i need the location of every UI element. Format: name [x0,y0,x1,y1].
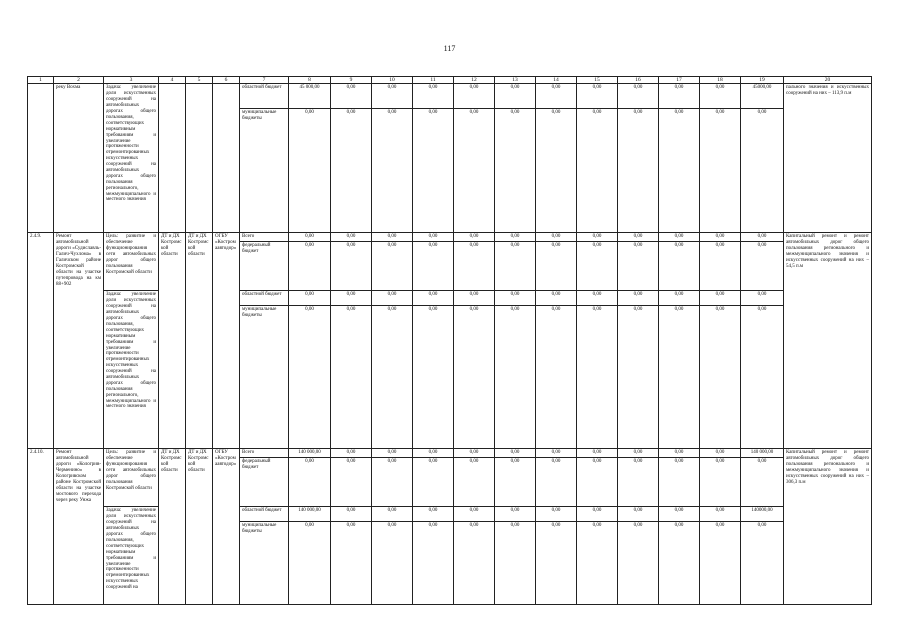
amount-cell: 0,00 [454,109,495,233]
column-number: 13 [495,77,536,84]
amount-cell: 0,00 [372,458,413,507]
funding-source: областной бюджет [240,84,289,109]
column-number: 16 [618,77,659,84]
participant [213,84,240,233]
table-row [28,84,872,109]
amount-cell: 0,00 [700,507,741,522]
measure-name: реку Вохма [54,84,104,233]
amount-cell: 0,00 [536,306,577,449]
task-text: Задача: увеличение доли искусственных сооружений на автомобильных дорогах общего пользования, соответствующих нормативным требованиям и увеличение протяженности отремонтированных искусственных сооружений на автомобильных дорогах общего пользования регионального, межмуниципального и местного значения [104,291,159,449]
amount-cell: 45 000,00 [289,84,331,109]
funding-source: областной бюджет [240,507,289,522]
amount-cell: 0,00 [413,109,454,233]
goal-task-text: Задача: увеличение доли искусственных сооружений на автомобильных дорогах общего пользования, соответствующих нормативным требованиям и увеличение протяженности отремонтированных искусственных сооружений на автомобильных дорогах общего пользования регионального, межмуниципального и местного значения [104,84,159,233]
amount-cell: 0,00 [495,306,536,449]
amount-cell: 0,00 [741,233,784,242]
amount-cell: 0,00 [372,507,413,522]
amount-cell: 0,00 [618,109,659,233]
column-number: 11 [413,77,454,84]
row-code: 2.4.9. [28,233,54,449]
page-number: 117 [443,44,456,53]
amount-cell: 0,00 [454,458,495,507]
column-number: 18 [700,77,741,84]
amount-cell: 0,00 [495,449,536,458]
program-table [27,76,872,605]
amount-cell: 0,00 [741,458,784,507]
amount-cell: 0,00 [289,306,331,449]
amount-cell: 0,00 [413,242,454,291]
amount-cell: 0,00 [331,458,372,507]
amount-cell: 0,00 [331,306,372,449]
amount-cell: 0,00 [372,109,413,233]
funding-source: федеральный бюджет [240,242,289,291]
amount-cell: 0,00 [577,507,618,522]
amount-cell: 0,00 [700,306,741,449]
funding-source: муниципальные бюджеты [240,522,289,605]
participant: ОГБУ «Костромаавтодор» [213,233,240,449]
amount-cell: 0,00 [536,242,577,291]
column-number: 7 [240,77,289,84]
amount-cell: 0,00 [618,522,659,605]
column-number: 17 [659,77,700,84]
column-number: 2 [54,77,104,84]
amount-cell: 0,00 [577,291,618,306]
column-number: 1 [28,77,54,84]
responsible-executor: ДТ и ДХ Костромской области [159,233,186,449]
column-number: 19 [741,77,784,84]
amount-cell: 0,00 [741,306,784,449]
amount-cell: 140 000,00 [289,507,331,522]
amount-cell: 0,00 [495,507,536,522]
amount-cell: 0,00 [495,522,536,605]
amount-cell: 0,00 [372,242,413,291]
amount-cell: 0,00 [700,84,741,109]
amount-cell: 0,00 [413,507,454,522]
row-code: 2.4.10. [28,449,54,605]
amount-cell: 0,00 [659,109,700,233]
amount-cell: 0,00 [495,242,536,291]
amount-cell: 0,00 [577,458,618,507]
amount-cell: 0,00 [372,522,413,605]
amount-cell: 0,00 [536,291,577,306]
amount-cell: 0,00 [454,522,495,605]
amount-cell: 0,00 [495,84,536,109]
amount-cell: 45000,00 [741,84,784,109]
amount-cell: 0,00 [577,449,618,458]
amount-cell: 0,00 [331,449,372,458]
column-number: 12 [454,77,495,84]
amount-cell: 140000,00 [741,507,784,522]
amount-cell: 0,00 [618,507,659,522]
amount-cell: 0,00 [289,242,331,291]
amount-cell: 0,00 [289,522,331,605]
column-number: 3 [104,77,159,84]
amount-cell: 0,00 [741,291,784,306]
amount-cell: 0,00 [741,242,784,291]
row-code [28,84,54,233]
amount-cell: 0,00 [536,458,577,507]
amount-cell: 0,00 [741,109,784,233]
column-number: 6 [213,77,240,84]
amount-cell: 0,00 [577,522,618,605]
goal-text: Цель: развитие и обеспечение функционирования сети автомобильных дорог общего пользования Костромской области [104,233,159,291]
table-row [28,507,872,522]
funding-source: муниципальные бюджеты [240,306,289,449]
column-number: 5 [186,77,213,84]
column-number: 15 [577,77,618,84]
column-number: 14 [536,77,577,84]
funding-source: Всего [240,449,289,458]
amount-cell: 0,00 [454,449,495,458]
funding-source: Всего [240,233,289,242]
amount-cell: 0,00 [413,449,454,458]
measure-name: Ремонт автомобильной дороги «Кологрив-Черменино» в Кологривском районе Костромской области на участке мостового перехода через реку Унжа [54,449,104,605]
amount-cell: 0,00 [372,84,413,109]
amount-cell: 0,00 [413,84,454,109]
table-row [28,291,872,306]
amount-cell: 0,00 [331,109,372,233]
amount-cell: 0,00 [454,306,495,449]
amount-cell: 0,00 [372,291,413,306]
amount-cell: 0,00 [618,84,659,109]
amount-cell: 0,00 [700,109,741,233]
amount-cell: 0,00 [454,233,495,242]
amount-cell: 0,00 [659,291,700,306]
amount-cell: 0,00 [372,449,413,458]
amount-cell: 0,00 [413,233,454,242]
amount-cell: 0,00 [700,458,741,507]
amount-cell: 0,00 [700,233,741,242]
participant: ОГБУ «Костромаавтодор» [213,449,240,605]
amount-cell: 0,00 [454,84,495,109]
amount-cell: 0,00 [289,291,331,306]
amount-cell: 0,00 [618,458,659,507]
goal-text: Цель: развитие и обеспечение функционирования сети автомобильных дорог общего пользования Костромской области [104,449,159,507]
column-number: 10 [372,77,413,84]
amount-cell: 140 000,00 [741,449,784,458]
amount-cell: 0,00 [372,233,413,242]
task-text: Задача: увеличение доли искусственных сооружений на автомобильных дорогах общего пользования, соответствующих нормативным требованиям и увеличение протяженности отремонтированных искусственных сооружений на [104,507,159,605]
amount-cell: 0,00 [618,291,659,306]
amount-cell: 0,00 [331,507,372,522]
amount-cell: 0,00 [741,522,784,605]
amount-cell: 0,00 [413,306,454,449]
amount-cell: 0,00 [495,233,536,242]
result-note: пального значения и искусственных сооружений на них – 113,9 п.м [784,84,872,233]
amount-cell: 0,00 [700,522,741,605]
amount-cell: 0,00 [331,291,372,306]
amount-cell: 0,00 [659,242,700,291]
amount-cell: 0,00 [413,522,454,605]
amount-cell: 0,00 [454,242,495,291]
amount-cell: 140 000,00 [289,449,331,458]
amount-cell: 0,00 [454,507,495,522]
amount-cell: 0,00 [659,507,700,522]
amount-cell: 0,00 [331,233,372,242]
amount-cell: 0,00 [577,109,618,233]
amount-cell: 0,00 [289,458,331,507]
amount-cell: 0,00 [536,84,577,109]
responsible-executor [159,84,186,233]
amount-cell: 0,00 [659,522,700,605]
amount-cell: 0,00 [454,291,495,306]
amount-cell: 0,00 [618,242,659,291]
amount-cell: 0,00 [331,522,372,605]
co-executor [186,84,213,233]
result-note: Капитальный ремонт и ремонт автомобильных дорог общего пользования регионального и межмуниципального значения и искусственных сооружений на них – 306,3 п.м [784,449,872,605]
amount-cell: 0,00 [495,458,536,507]
amount-cell: 0,00 [700,242,741,291]
co-executor: ДТ и ДХ Костромской области [186,449,213,605]
amount-cell: 0,00 [372,306,413,449]
amount-cell: 0,00 [659,458,700,507]
amount-cell: 0,00 [659,306,700,449]
amount-cell: 0,00 [618,233,659,242]
amount-cell: 0,00 [618,449,659,458]
amount-cell: 0,00 [659,84,700,109]
amount-cell: 0,00 [289,109,331,233]
amount-cell: 0,00 [495,109,536,233]
amount-cell: 0,00 [495,291,536,306]
amount-cell: 0,00 [577,242,618,291]
amount-cell: 0,00 [331,242,372,291]
amount-cell: 0,00 [618,306,659,449]
amount-cell: 0,00 [331,84,372,109]
column-number: 9 [331,77,372,84]
amount-cell: 0,00 [659,449,700,458]
co-executor: ДТ и ДХ Костромской области [186,233,213,449]
table-row [28,449,872,458]
amount-cell: 0,00 [577,84,618,109]
column-number: 20 [784,77,872,84]
measure-name: Ремонт автомобильной дороги «Судиславль-Галич-Чухлома» в Галичском районе Костромской области на участке путепровода на км 88+902 [54,233,104,449]
amount-cell: 0,00 [577,306,618,449]
amount-cell: 0,00 [577,233,618,242]
amount-cell: 0,00 [536,507,577,522]
amount-cell: 0,00 [536,449,577,458]
funding-source: федеральный бюджет [240,458,289,507]
funding-source: областной бюджет [240,291,289,306]
amount-cell: 0,00 [700,449,741,458]
amount-cell: 0,00 [413,458,454,507]
responsible-executor: ДТ и ДХ Костромской области [159,449,186,605]
amount-cell: 0,00 [700,291,741,306]
column-number: 4 [159,77,186,84]
amount-cell: 0,00 [536,109,577,233]
amount-cell: 0,00 [659,233,700,242]
result-note: Капитальный ремонт и ремонт автомобильных дорог общего пользования регионального и межмуниципального значения и искусственных сооружений на них – 54,5 п.м [784,233,872,449]
column-number-row [28,77,872,84]
funding-source: муниципальные бюджеты [240,109,289,233]
table-row [28,233,872,242]
amount-cell: 0,00 [413,291,454,306]
amount-cell: 0,00 [536,233,577,242]
amount-cell: 0,00 [289,233,331,242]
amount-cell: 0,00 [536,522,577,605]
column-number: 8 [289,77,331,84]
